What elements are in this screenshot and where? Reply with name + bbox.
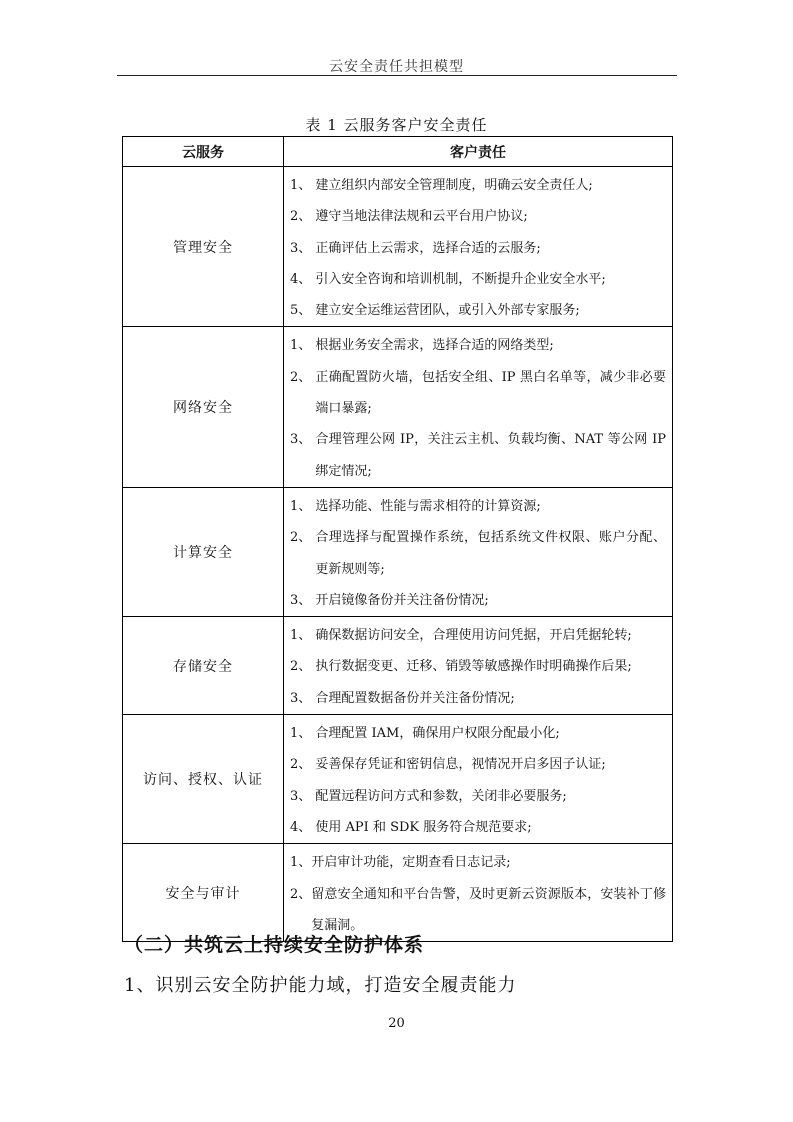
item-text: 开启审计功能，定期查看日志记录; — [311, 855, 511, 871]
item-text: 遵守当地法律法规和云平台用户协议; — [315, 209, 528, 225]
item-text: 开启镜像备份并关注备份情况; — [315, 592, 489, 608]
list-item — [290, 620, 666, 651]
item-number: 3、 — [290, 240, 316, 256]
item-number: 1、 — [290, 498, 316, 514]
responsibility-cell — [284, 167, 673, 327]
column-header-cloud-service: 云服务 — [123, 137, 284, 167]
item-text: 妥善保存凭证和密钥信息，视情况开启多因子认证; — [315, 757, 606, 773]
table-row — [123, 487, 673, 616]
list-item — [290, 718, 666, 749]
item-number: 2、 — [290, 209, 316, 225]
item-number: 1、 — [290, 726, 316, 742]
list-item — [290, 264, 666, 295]
item-text: 合理管理公网 IP，关注云主机、负载均衡、NAT 等公网 IP 绑定情况; — [315, 432, 666, 479]
responsibility-cell — [284, 844, 673, 942]
item-number: 1、 — [290, 338, 316, 354]
item-text: 正确评估上云需求，选择合适的云服务; — [315, 240, 541, 256]
item-number: 2、 — [290, 659, 316, 675]
table-body — [123, 167, 673, 942]
table-caption: 表 1 云服务客户安全责任 — [305, 116, 488, 134]
list-item — [290, 424, 666, 487]
item-text: 执行数据变更、迁移、销毁等敏感操作时明确操作后果; — [315, 659, 632, 675]
table-row — [123, 617, 673, 715]
column-header-customer-responsibility: 客户责任 — [284, 137, 673, 167]
item-number: 1、 — [290, 628, 316, 644]
list-item — [290, 683, 666, 714]
list-item — [290, 651, 666, 682]
item-text: 合理配置数据备份并关注备份情况; — [315, 690, 515, 706]
header-rule — [117, 75, 677, 76]
item-text: 正确配置防火墙，包括安全组、IP 黑白名单等，减少非必要端口暴露; — [315, 369, 666, 417]
item-text: 合理配置 IAM，确保用户权限分配最小化; — [315, 726, 560, 742]
responsibility-cell — [284, 327, 673, 487]
list-item — [290, 491, 666, 522]
category-cell: 访问、授权、认证 — [123, 715, 284, 844]
list-item — [290, 170, 666, 201]
item-number: 2、 — [290, 530, 316, 546]
table-row — [123, 844, 673, 942]
item-number: 4、 — [290, 819, 316, 835]
list-item — [290, 522, 666, 585]
item-number: 5、 — [290, 303, 316, 319]
item-text: 根据业务安全需求，选择合适的网络类型; — [315, 338, 554, 354]
item-number: 2、 — [290, 369, 316, 385]
table-row — [123, 327, 673, 487]
list-item — [290, 233, 666, 264]
item-number: 1、 — [290, 855, 312, 871]
table-header-row — [123, 137, 673, 167]
category-cell: 计算安全 — [123, 487, 284, 616]
list-item — [290, 295, 666, 326]
item-text: 建立安全运维运营团队，或引入外部专家服务; — [315, 303, 580, 319]
item-text: 建立组织内部安全管理制度，明确云安全责任人; — [315, 178, 593, 193]
item-text: 引入安全咨询和培训机制，不断提升企业安全水平; — [315, 271, 606, 287]
item-number: 4、 — [290, 271, 316, 287]
list-item — [290, 812, 666, 843]
responsibility-cell — [284, 617, 673, 715]
list-item — [290, 201, 666, 232]
category-cell: 安全与审计 — [123, 844, 284, 942]
section-heading: （二）共筑云上持续安全防护体系 — [124, 934, 425, 956]
responsibility-cell — [284, 487, 673, 616]
item-number: 3、 — [290, 592, 316, 608]
item-number: 3、 — [290, 788, 316, 804]
sub-heading: 1、识别云安全防护能力域，打造安全履责能力 — [124, 975, 517, 996]
list-item — [290, 330, 666, 361]
responsibility-cell — [284, 715, 673, 844]
list-item — [290, 585, 666, 616]
list-item — [290, 362, 666, 425]
list-item — [290, 749, 666, 780]
table-row — [123, 715, 673, 844]
item-number: 3、 — [290, 432, 316, 448]
responsibility-table — [122, 136, 673, 942]
category-cell: 网络安全 — [123, 327, 284, 487]
item-text: 配置远程访问方式和参数，关闭非必要服务; — [315, 788, 567, 804]
item-text: 选择功能、性能与需求相符的计算资源; — [315, 498, 541, 514]
item-number: 3、 — [290, 690, 316, 706]
item-text: 合理选择与配置操作系统，包括系统文件权限、账户分配、更新规则等; — [315, 530, 666, 577]
item-number: 2、 — [290, 886, 312, 902]
item-text: 使用 API 和 SDK 服务符合规范要求; — [315, 819, 532, 835]
list-item — [290, 847, 666, 878]
category-cell: 存储安全 — [123, 617, 284, 715]
running-header: 云安全责任共担模型 — [329, 59, 464, 75]
item-number: 1、 — [290, 178, 316, 193]
item-text: 留意安全通知和平台告警，及时更新云资源版本，安装补丁修复漏洞。 — [311, 886, 666, 933]
item-text: 确保数据访问安全，合理使用访问凭据，开启凭据轮转; — [315, 628, 632, 644]
category-cell: 管理安全 — [123, 167, 284, 327]
item-number: 2、 — [290, 757, 316, 773]
page-number: 20 — [388, 1016, 405, 1031]
list-item — [290, 781, 666, 812]
table-row — [123, 167, 673, 327]
